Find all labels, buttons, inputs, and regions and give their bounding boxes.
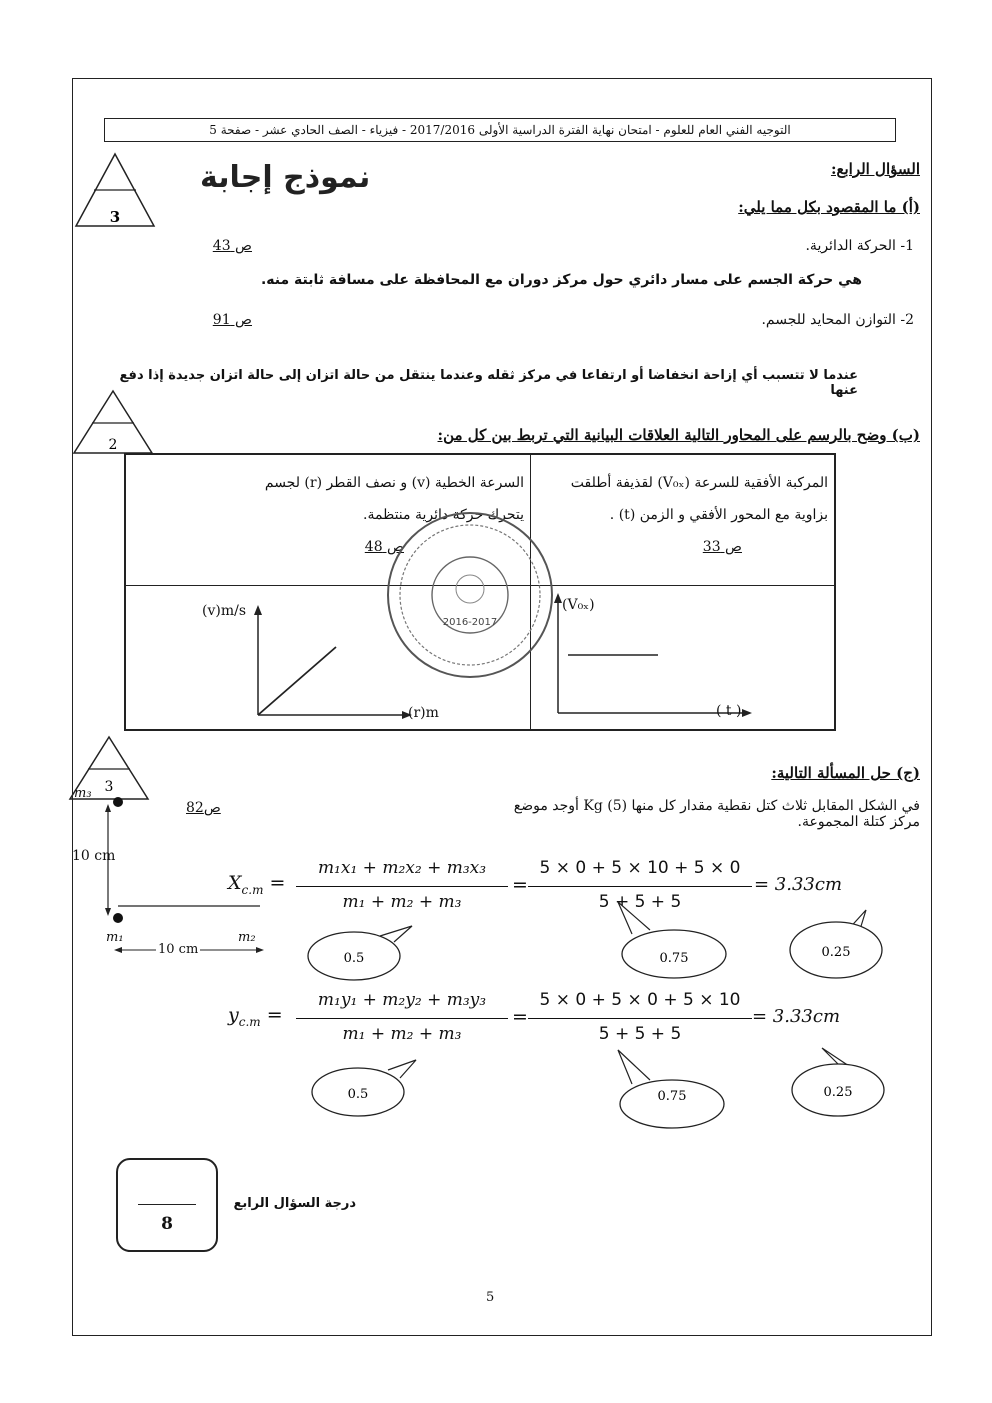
eq-x-fraction-bar-2 [528,886,752,887]
item-1-page-ref: ص 43 [212,238,252,254]
label-m2: m₂ [238,930,256,945]
mark-bubble-x1 [300,920,430,984]
graph-vox-t-y-label: (V₀ₓ) [562,597,595,613]
total-score-label: درجة السؤال الرابع [233,1196,356,1211]
graph-vox-t-x-label: ( t ) [716,703,742,719]
part-b-title: (ب) وضح بالرسم على المحاور التالية العلاقات البيانية التي تربط بين كل من: [437,426,920,444]
mark-bubble-x2 [614,896,744,980]
graph-v-r-line [258,647,336,715]
svg-text:0.5: 0.5 [343,951,365,966]
eq-y-num1: m₁y₁ + m₂y₂ + m₃y₃ [317,990,487,1010]
question-four-title: السؤال الرابع: [830,160,920,178]
svg-text:0.25: 0.25 [823,1085,853,1100]
total-score-value: 8 [161,1214,173,1234]
eq-y-num2: 5 × 0 + 5 × 0 + 5 × 10 [539,990,741,1010]
eq-y-fraction-bar-2 [528,1018,752,1019]
eq-y-result: = 3.33cm [752,1006,841,1027]
mark-bubble-y1 [306,1054,436,1120]
item-2-page-ref: ص 91 [212,312,252,328]
eq-x-num1: m₁x₁ + m₂x₂ + m₃x₃ [317,858,487,878]
graph-v-r-y-arrow [254,605,262,615]
graph-v-r-x-label: (r)m [408,705,439,721]
right-cell-page-ref: ص 33 [702,539,742,555]
eq-x-den2: 5 + 5 + 5 [598,892,682,912]
eq-x-num2: 5 × 0 + 5 × 10 + 5 × 0 [539,858,741,878]
right-cell-text [538,467,828,531]
item-2-label: 2- التوازن المحايد للجسم. [761,312,914,328]
item-1-answer: هي حركة الجسم على مسار دائري حول مركز دوران مع المحافظة على مسافة ثابتة منه. [260,272,862,288]
part-c-page-ref: ص82 [186,800,221,816]
mark-b-value: 2 [108,437,118,453]
mass-1-dot [113,913,123,923]
mark-bubble-y3 [788,1046,898,1122]
item-2-answer: عندما لا تتسبب أي إزاحة انخفاضا أو ارتفاعا في مركز ثقله وعندما ينتقل من حالة اتزان إلى حالة اتزان جديدة إذا دفع عنها [119,368,858,398]
label-m1: m₁ [106,930,124,945]
part-c-title: (ج) حل المسألة التالية: [771,764,920,782]
svg-text:0.75: 0.75 [657,1089,687,1104]
graph-v-r-y-label: (v)m/s [202,603,247,619]
label-vertical-10cm: 10 cm [72,848,116,864]
eq-y-fraction-bar-1 [296,1018,508,1019]
mark-a-value: 3 [109,208,121,226]
left-cell-line1: السرعة الخطية (v) و نصف القطر (r) لجسم [264,475,524,491]
eq-x-equals: = [512,874,528,896]
mark-bubble-y2 [612,1044,742,1130]
left-cell-line2: يتحرك حركة دائرية منتظمة. [363,507,524,523]
eq-x-result: = 3.33cm [754,874,843,895]
graphs-table [124,453,836,731]
answer-model-stamp: نموذج إجابة [200,160,371,195]
svg-text:0.25: 0.25 [821,945,851,960]
label-m3: m₃ [74,786,92,801]
svg-text:0.75: 0.75 [659,951,689,966]
eq-y-lhs: $y_{c.m}$ = [228,1004,283,1029]
official-seal [382,507,558,683]
mark-triangle-a [72,150,158,230]
eq-y-equals: = [512,1006,528,1028]
mark-triangle-b [70,382,156,462]
eq-y-den1: m₁ + m₂ + m₃ [342,1024,462,1044]
eq-y-den2: 5 + 5 + 5 [598,1024,682,1044]
right-cell-line1: المركبة الأفقية للسرعة (V₀ₓ) لقذيفة أطلقت [570,475,828,491]
label-horizontal-10cm: 10 cm [158,942,199,957]
eq-x-fraction-bar-1 [296,886,508,887]
mark-bubble-x3 [786,906,896,986]
svg-text:0.5: 0.5 [347,1087,369,1102]
page-number: 5 [486,1290,495,1305]
eq-x-lhs: $X_{c.m}$ = [228,872,286,897]
seal-year: 2016-2017 [442,617,498,628]
left-cell-page-ref: ص 48 [364,539,404,555]
eq-x-den1: m₁ + m₂ + m₃ [342,892,462,912]
total-score-box [116,1158,218,1252]
part-c-problem: في الشكل المقابل ثلاث كتل نقطية مقدار كل منها Kg (5) أوجد موضع مركز كتلة المجموعة. [513,798,920,830]
page-header: التوجيه الفني العام للعلوم - امتحان نهاية الفترة الدراسية الأولى 2017/2016 - فيزياء - الصف الحادي عشر - صفحة 5 [104,118,896,142]
graph-vox-t-x-arrow [742,709,752,717]
right-cell-line2: بزاوية مع المحور الأفقي و الزمن (t) . [609,507,828,523]
part-a-title: (أ) ما المقصود بكل مما يلي: [738,198,920,216]
score-line [138,1204,196,1205]
item-1-label: 1- الحركة الدائرية. [805,238,914,254]
mass-3-dot [113,797,123,807]
mark-c-value: 3 [104,779,114,795]
